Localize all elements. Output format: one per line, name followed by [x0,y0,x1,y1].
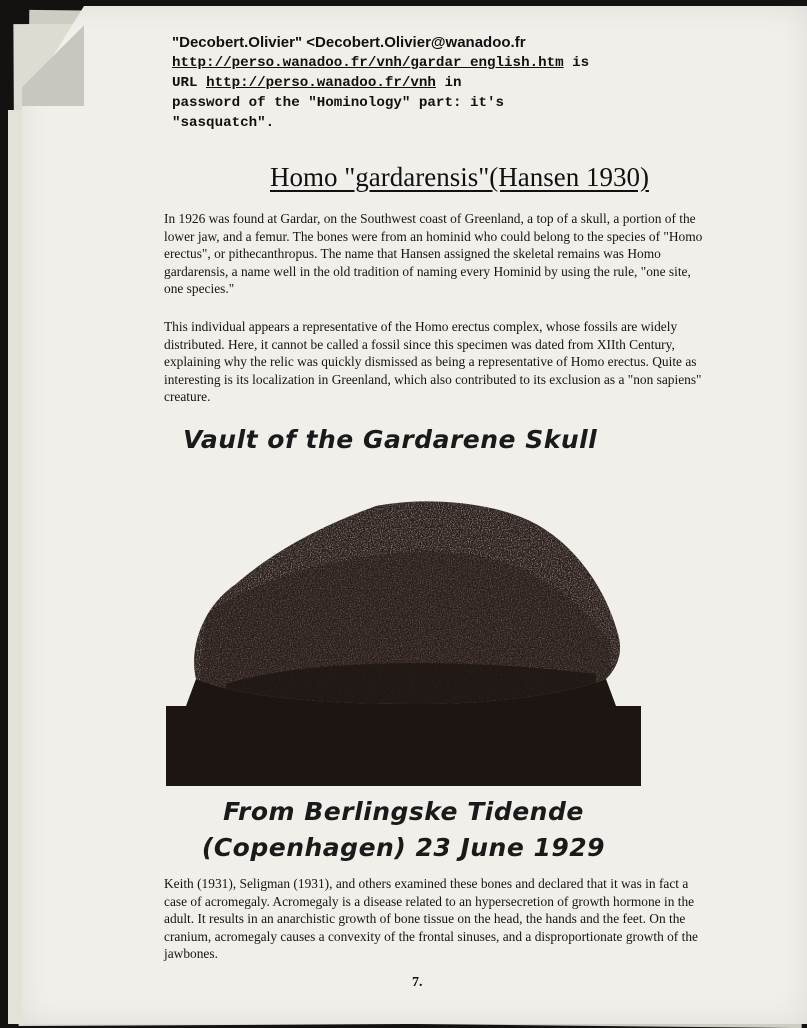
folded-corner [22,6,84,106]
paragraph-discovery: In 1926 was found at Gardar, on the Southwest coast of Greenland, a top of a skull, a portion of the lower jaw, and a femur. The bones were from an hominid who could belong to the species of "Homo erectus", or pithecanthropus. The name that Hansen assigned the skeletal remains was Homo gardarensis, a name well in the old tradition of naming every Hominid by using the rule, "one site, one species." [164,211,703,296]
email-header [172,33,589,133]
skull-vault-photo [166,494,641,786]
url-line-1: http://perso.wanadoo.fr/vnh/gardar english.htm is [172,55,590,71]
url-link-2[interactable]: http://perso.wanadoo.fr/vnh [206,75,436,91]
paragraph-erectus: This individual appears a representative of the Homo erectus complex, whose fossils are widely distributed. Here, it cannot be called a fossil since this specimen was dated from XIIth Century, explaining why the relic was quickly dismissed as being a representative of Homo erectus. Quite as interesting is its localization in Greenland, which also contributed to its exclusion as a "non sapiens" creature. [164,319,702,404]
url-line-2: URL http://perso.wanadoo.fr/vnh in [172,75,462,91]
paragraph-acromegaly: Keith (1931), Seligman (1931), and others examined these bones and declared that it was in fact a case of acromegaly. Acromegaly is a disease related to an hypersecretion of growth hormone in the adult. It results in an anarchistic growth of bone tissue on the head, the hands and the feet. On the cranium, acromegaly causes a convexity of the frontal sinuses, and a disproportionate growth of the jawbones. [164,876,698,961]
article-title: Homo "gardarensis"(Hansen 1930) [270,162,649,192]
caption-source-line: From Berlingske Tidende [223,797,584,826]
photo-base [166,706,641,786]
password-value-line: "sasquatch". [172,115,275,131]
caption-date-line: (Copenhagen) 23 June 1929 [201,833,606,862]
image-heading: Vault of the Gardarene Skull [183,425,598,454]
page-number: 7. [412,975,423,990]
url-link-1[interactable]: http://perso.wanadoo.fr/vnh/gardar english.htm [172,55,564,71]
email-line: "Decobert.Olivier" <Decobert.Olivier@wanadoo.fr [172,34,526,51]
password-line: password of the "Hominology" part: it's [172,95,505,111]
